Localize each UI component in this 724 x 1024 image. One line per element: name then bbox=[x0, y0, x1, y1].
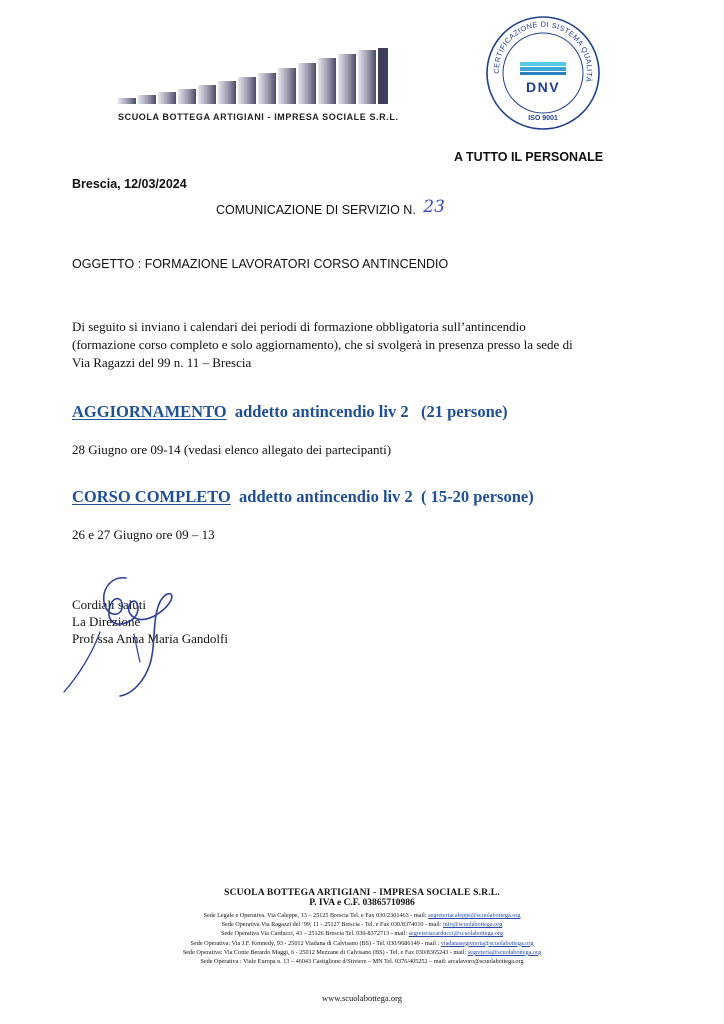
course-heading-full bbox=[72, 487, 534, 507]
intro-line: (formazione corso completo e solo aggiornamento), che si svolgerà in presenza presso la sede di bbox=[72, 337, 573, 352]
office-email-link[interactable]: viadanasegreteria@scuolabottega.org bbox=[440, 939, 534, 947]
office-email-link[interactable]: segreteria@scuolabottega.org bbox=[467, 948, 542, 956]
course-keyword: CORSO COMPLETO bbox=[72, 487, 231, 506]
subject-line: OGGETTO : FORMAZIONE LAVORATORI CORSO ANTINCENDIO bbox=[72, 257, 449, 271]
footer-tax-id: P. IVA e C.F. 03865710986 bbox=[309, 898, 415, 908]
intro-line: Via Ragazzi del 99 n. 11 – Brescia bbox=[72, 355, 252, 370]
course-description: addetto antincendio liv 2 ( 15-20 persone) bbox=[230, 487, 534, 506]
closing-greeting: Cordiali saluti bbox=[72, 597, 147, 612]
footer-office-line bbox=[62, 929, 662, 938]
intro-line: Di seguito si inviano i calendari dei periodi di formazione obbligatoria sull’antincendio bbox=[72, 319, 526, 334]
dnv-certification-seal bbox=[484, 14, 602, 132]
footer-office-line bbox=[62, 948, 662, 957]
closing-department: La Direzione bbox=[72, 614, 141, 629]
course-keyword: AGGIORNAMENTO bbox=[72, 402, 227, 421]
service-communication bbox=[216, 199, 445, 219]
seal-ring-text: CERTIFICAZIONE DI SISTEMA QUALITÀ bbox=[491, 19, 595, 84]
course-dates-full: 26 e 27 Giugno ore 09 – 13 bbox=[72, 527, 215, 542]
office-address: Sede Legale e Operativa. Via Caleppe, 13 – 25125 Brescia Tel. e Fax 030/2301463 - mail: bbox=[203, 912, 429, 919]
office-email-link[interactable]: info@scuolabottega.org bbox=[442, 921, 503, 929]
seal-brand: DNV bbox=[525, 79, 561, 95]
course-description: addetto antincendio liv 2 (21 persone) bbox=[226, 402, 508, 421]
office-address: Sede Operativa: Via J.F. Kennedy, 93 - 25012 Viadana di Calvisano (BS) - Tel. 030/9686149 - mail : bbox=[190, 939, 441, 947]
footer-office-line bbox=[62, 920, 662, 929]
office-email-link[interactable]: segreteriacarducci@scuolabottega.org bbox=[408, 930, 504, 938]
service-label: COMUNICAZIONE DI SERVIZIO N. bbox=[216, 203, 416, 217]
course-dates-update: 28 Giugno ore 09-14 (vedasi elenco allegato dei partecipanti) bbox=[72, 442, 392, 457]
office-address: Sede Operativa Via Carducci, 43 – 25126 Brescia Tel. 030-8372713 - mail: bbox=[220, 930, 409, 938]
office-address: Sede Operativa Via Ragazzi del ’99, 11 - 25127 Brescia - Tel. e Fax 030/8374010 - mail: bbox=[221, 921, 443, 929]
service-number: 23 bbox=[423, 197, 445, 217]
intro-paragraph bbox=[72, 318, 632, 372]
footer-website-link[interactable]: www.scuolabottega.org bbox=[321, 993, 403, 1003]
place-date: Brescia, 12/03/2024 bbox=[72, 177, 187, 191]
school-name: SCUOLA BOTTEGA ARTIGIANI - IMPRESA SOCIALE S.R.L. bbox=[118, 112, 399, 122]
course-heading-update bbox=[72, 402, 508, 422]
handwritten-signature bbox=[40, 572, 200, 702]
office-address: Sede Operativa : Viale Europa n. 13 – 46043 Castiglione d/Stiviere – MN Tel. 0376/405252 – mail: arcalavoro@scuolabottega.org bbox=[200, 958, 524, 966]
seal-standard: ISO 9001 bbox=[528, 115, 558, 122]
recipients: A TUTTO IL PERSONALE bbox=[454, 150, 604, 164]
footer-office-line bbox=[62, 911, 662, 920]
closing-signatory: Prof.ssa Anna Maria Gandolfi bbox=[72, 631, 228, 646]
office-email-link[interactable]: segreteriacaleppe@scuolabottega.org bbox=[428, 912, 521, 919]
office-address: Sede Operativa: Via Conte Berardo Maggi, 6 - 25012 Mezzane di Calvisano (BS) - Tel. e Fax 030/8365243 - mail: bbox=[182, 948, 468, 956]
footer-office-line bbox=[62, 939, 662, 948]
footer-company: SCUOLA BOTTEGA ARTIGIANI - IMPRESA SOCIALE S.R.L. bbox=[224, 888, 500, 898]
footer bbox=[62, 888, 662, 966]
school-logo bbox=[118, 48, 390, 104]
footer-office-line bbox=[62, 957, 662, 966]
